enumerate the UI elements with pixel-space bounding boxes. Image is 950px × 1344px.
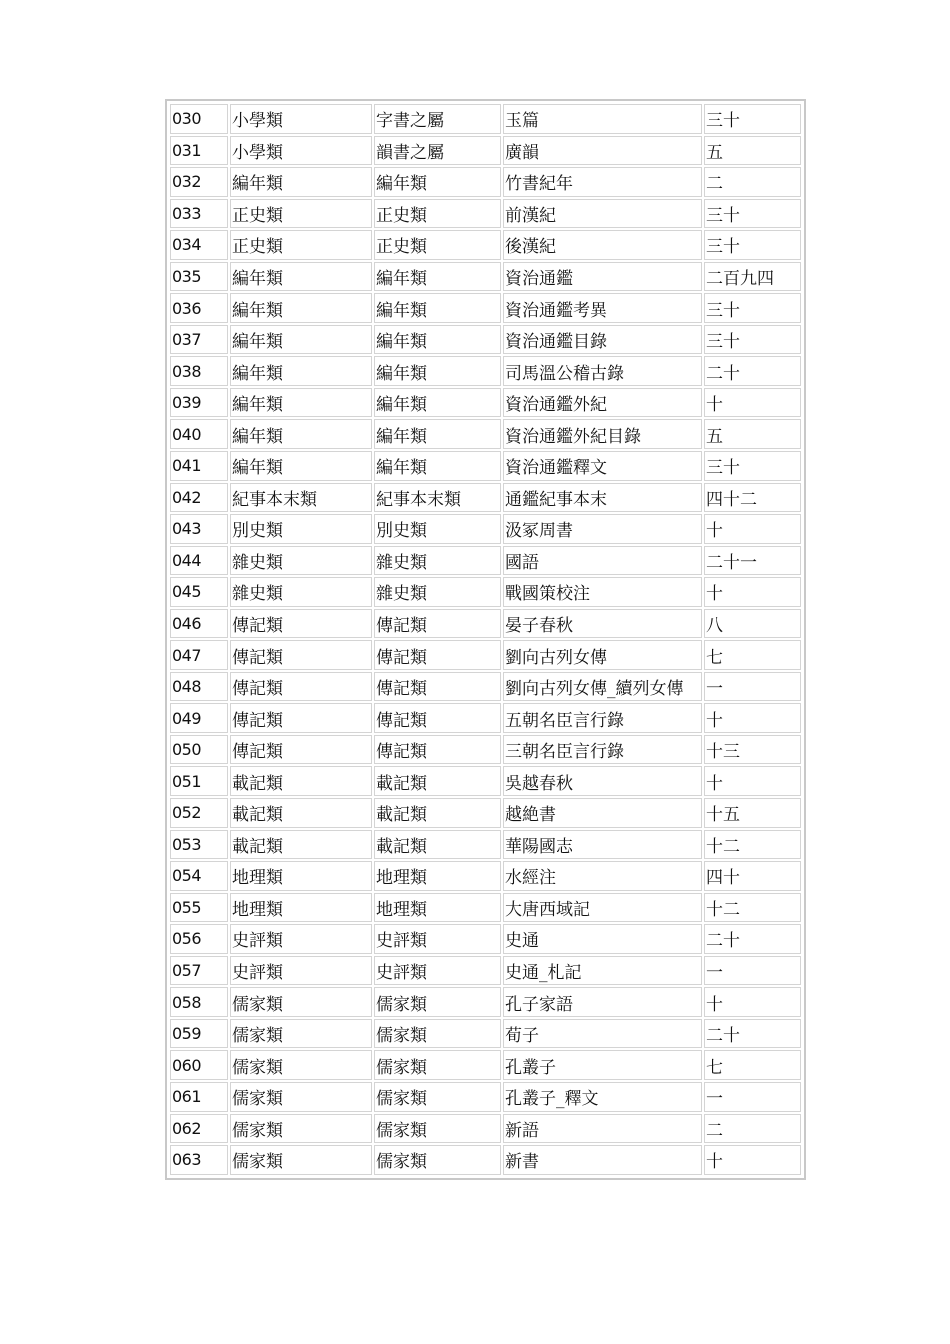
subcategory-cell: 史評類 <box>374 956 501 986</box>
table-row <box>170 230 801 260</box>
category-cell: 編年類 <box>230 451 372 481</box>
subcategory-cell: 傳記類 <box>374 672 501 702</box>
book-title-cell: 吳越春秋 <box>503 766 702 796</box>
category-cell: 儒家類 <box>230 1050 372 1080</box>
category-cell: 雜史類 <box>230 546 372 576</box>
volume-count-cell: 十 <box>704 577 801 607</box>
entry-number-cell: 052 <box>170 798 228 828</box>
volume-count-cell: 一 <box>704 956 801 986</box>
entry-number-cell: 048 <box>170 672 228 702</box>
catalog-table-frame <box>165 99 806 1180</box>
category-cell: 史評類 <box>230 956 372 986</box>
category-cell: 別史類 <box>230 514 372 544</box>
category-cell: 編年類 <box>230 325 372 355</box>
entry-number-cell: 049 <box>170 703 228 733</box>
entry-number-cell: 061 <box>170 1082 228 1112</box>
volume-count-cell: 二十一 <box>704 546 801 576</box>
entry-number-cell: 040 <box>170 419 228 449</box>
table-row <box>170 577 801 607</box>
book-title-cell: 劉向古列女傳_續列女傳 <box>503 672 702 702</box>
entry-number-cell: 041 <box>170 451 228 481</box>
book-title-cell: 史通 <box>503 924 702 954</box>
category-cell: 史評類 <box>230 924 372 954</box>
volume-count-cell: 二十 <box>704 1019 801 1049</box>
category-cell: 傳記類 <box>230 703 372 733</box>
book-title-cell: 後漢紀 <box>503 230 702 260</box>
entry-number-cell: 033 <box>170 199 228 229</box>
subcategory-cell: 編年類 <box>374 262 501 292</box>
subcategory-cell: 韻書之屬 <box>374 136 501 166</box>
volume-count-cell: 二十 <box>704 356 801 386</box>
volume-count-cell: 三十 <box>704 325 801 355</box>
category-cell: 編年類 <box>230 388 372 418</box>
entry-number-cell: 043 <box>170 514 228 544</box>
entry-number-cell: 059 <box>170 1019 228 1049</box>
table-row <box>170 1114 801 1144</box>
book-title-cell: 三朝名臣言行錄 <box>503 735 702 765</box>
volume-count-cell: 十三 <box>704 735 801 765</box>
entry-number-cell: 057 <box>170 956 228 986</box>
book-title-cell: 廣韻 <box>503 136 702 166</box>
category-cell: 儒家類 <box>230 1114 372 1144</box>
book-title-cell: 資治通鑑釋文 <box>503 451 702 481</box>
book-catalog-table <box>168 102 803 1177</box>
volume-count-cell: 三十 <box>704 451 801 481</box>
volume-count-cell: 十 <box>704 388 801 418</box>
table-row <box>170 924 801 954</box>
category-cell: 傳記類 <box>230 609 372 639</box>
table-row <box>170 546 801 576</box>
entry-number-cell: 056 <box>170 924 228 954</box>
category-cell: 地理類 <box>230 861 372 891</box>
table-row <box>170 451 801 481</box>
book-title-cell: 玉篇 <box>503 104 702 134</box>
table-row <box>170 798 801 828</box>
subcategory-cell: 載記類 <box>374 766 501 796</box>
entry-number-cell: 054 <box>170 861 228 891</box>
book-title-cell: 前漢紀 <box>503 199 702 229</box>
table-row <box>170 672 801 702</box>
volume-count-cell: 七 <box>704 640 801 670</box>
book-title-cell: 汲冢周書 <box>503 514 702 544</box>
book-title-cell: 新語 <box>503 1114 702 1144</box>
volume-count-cell: 二 <box>704 167 801 197</box>
table-row <box>170 136 801 166</box>
volume-count-cell: 七 <box>704 1050 801 1080</box>
table-row <box>170 703 801 733</box>
entry-number-cell: 031 <box>170 136 228 166</box>
subcategory-cell: 地理類 <box>374 893 501 923</box>
table-row <box>170 356 801 386</box>
category-cell: 傳記類 <box>230 672 372 702</box>
subcategory-cell: 編年類 <box>374 419 501 449</box>
volume-count-cell: 十二 <box>704 893 801 923</box>
book-title-cell: 孔叢子 <box>503 1050 702 1080</box>
book-title-cell: 華陽國志 <box>503 830 702 860</box>
book-title-cell: 通鑑紀事本末 <box>503 483 702 513</box>
category-cell: 紀事本末類 <box>230 483 372 513</box>
entry-number-cell: 039 <box>170 388 228 418</box>
subcategory-cell: 傳記類 <box>374 609 501 639</box>
book-title-cell: 荀子 <box>503 1019 702 1049</box>
category-cell: 編年類 <box>230 356 372 386</box>
category-cell: 儒家類 <box>230 987 372 1017</box>
subcategory-cell: 儒家類 <box>374 1050 501 1080</box>
book-title-cell: 晏子春秋 <box>503 609 702 639</box>
category-cell: 編年類 <box>230 293 372 323</box>
entry-number-cell: 037 <box>170 325 228 355</box>
book-title-cell: 司馬溫公稽古錄 <box>503 356 702 386</box>
table-row <box>170 609 801 639</box>
volume-count-cell: 八 <box>704 609 801 639</box>
table-row <box>170 1050 801 1080</box>
category-cell: 正史類 <box>230 230 372 260</box>
entry-number-cell: 050 <box>170 735 228 765</box>
book-title-cell: 大唐西域記 <box>503 893 702 923</box>
volume-count-cell: 十 <box>704 987 801 1017</box>
entry-number-cell: 055 <box>170 893 228 923</box>
table-row <box>170 514 801 544</box>
entry-number-cell: 058 <box>170 987 228 1017</box>
subcategory-cell: 編年類 <box>374 167 501 197</box>
volume-count-cell: 四十 <box>704 861 801 891</box>
subcategory-cell: 別史類 <box>374 514 501 544</box>
volume-count-cell: 二 <box>704 1114 801 1144</box>
subcategory-cell: 地理類 <box>374 861 501 891</box>
volume-count-cell: 十 <box>704 1145 801 1175</box>
subcategory-cell: 史評類 <box>374 924 501 954</box>
subcategory-cell: 傳記類 <box>374 735 501 765</box>
table-row <box>170 262 801 292</box>
table-row <box>170 1145 801 1175</box>
volume-count-cell: 十二 <box>704 830 801 860</box>
category-cell: 載記類 <box>230 830 372 860</box>
book-title-cell: 孔叢子_釋文 <box>503 1082 702 1112</box>
book-title-cell: 戰國策校注 <box>503 577 702 607</box>
category-cell: 地理類 <box>230 893 372 923</box>
subcategory-cell: 雜史類 <box>374 577 501 607</box>
entry-number-cell: 053 <box>170 830 228 860</box>
subcategory-cell: 載記類 <box>374 830 501 860</box>
volume-count-cell: 四十二 <box>704 483 801 513</box>
table-row <box>170 167 801 197</box>
book-title-cell: 資治通鑑考異 <box>503 293 702 323</box>
volume-count-cell: 五 <box>704 136 801 166</box>
volume-count-cell: 一 <box>704 672 801 702</box>
book-title-cell: 劉向古列女傳 <box>503 640 702 670</box>
table-row <box>170 104 801 134</box>
subcategory-cell: 雜史類 <box>374 546 501 576</box>
table-row <box>170 199 801 229</box>
entry-number-cell: 030 <box>170 104 228 134</box>
entry-number-cell: 060 <box>170 1050 228 1080</box>
book-title-cell: 資治通鑑目錄 <box>503 325 702 355</box>
volume-count-cell: 五 <box>704 419 801 449</box>
book-title-cell: 越絶書 <box>503 798 702 828</box>
subcategory-cell: 編年類 <box>374 293 501 323</box>
subcategory-cell: 儒家類 <box>374 1114 501 1144</box>
volume-count-cell: 十 <box>704 703 801 733</box>
book-title-cell: 資治通鑑外紀目錄 <box>503 419 702 449</box>
subcategory-cell: 儒家類 <box>374 1019 501 1049</box>
book-title-cell: 竹書紀年 <box>503 167 702 197</box>
volume-count-cell: 三十 <box>704 199 801 229</box>
volume-count-cell: 一 <box>704 1082 801 1112</box>
book-title-cell: 史通_札記 <box>503 956 702 986</box>
volume-count-cell: 三十 <box>704 293 801 323</box>
volume-count-cell: 三十 <box>704 230 801 260</box>
book-title-cell: 資治通鑑外紀 <box>503 388 702 418</box>
entry-number-cell: 046 <box>170 609 228 639</box>
volume-count-cell: 二百九四 <box>704 262 801 292</box>
table-row <box>170 861 801 891</box>
table-row <box>170 388 801 418</box>
catalog-table-body <box>170 104 801 1175</box>
volume-count-cell: 二十 <box>704 924 801 954</box>
category-cell: 儒家類 <box>230 1019 372 1049</box>
table-row <box>170 640 801 670</box>
table-row <box>170 293 801 323</box>
category-cell: 載記類 <box>230 798 372 828</box>
table-row <box>170 419 801 449</box>
category-cell: 正史類 <box>230 199 372 229</box>
subcategory-cell: 字書之屬 <box>374 104 501 134</box>
category-cell: 雜史類 <box>230 577 372 607</box>
table-row <box>170 325 801 355</box>
table-row <box>170 1082 801 1112</box>
book-title-cell: 國語 <box>503 546 702 576</box>
subcategory-cell: 傳記類 <box>374 640 501 670</box>
entry-number-cell: 062 <box>170 1114 228 1144</box>
subcategory-cell: 編年類 <box>374 325 501 355</box>
book-title-cell: 孔子家語 <box>503 987 702 1017</box>
subcategory-cell: 載記類 <box>374 798 501 828</box>
category-cell: 載記類 <box>230 766 372 796</box>
entry-number-cell: 036 <box>170 293 228 323</box>
table-row <box>170 766 801 796</box>
subcategory-cell: 儒家類 <box>374 987 501 1017</box>
category-cell: 儒家類 <box>230 1082 372 1112</box>
category-cell: 小學類 <box>230 104 372 134</box>
table-row <box>170 483 801 513</box>
category-cell: 傳記類 <box>230 735 372 765</box>
category-cell: 小學類 <box>230 136 372 166</box>
entry-number-cell: 034 <box>170 230 228 260</box>
table-row <box>170 956 801 986</box>
subcategory-cell: 編年類 <box>374 388 501 418</box>
category-cell: 編年類 <box>230 167 372 197</box>
entry-number-cell: 051 <box>170 766 228 796</box>
table-row <box>170 987 801 1017</box>
subcategory-cell: 正史類 <box>374 199 501 229</box>
subcategory-cell: 傳記類 <box>374 703 501 733</box>
entry-number-cell: 045 <box>170 577 228 607</box>
book-title-cell: 資治通鑑 <box>503 262 702 292</box>
table-row <box>170 1019 801 1049</box>
subcategory-cell: 紀事本末類 <box>374 483 501 513</box>
volume-count-cell: 十 <box>704 766 801 796</box>
volume-count-cell: 三十 <box>704 104 801 134</box>
subcategory-cell: 儒家類 <box>374 1082 501 1112</box>
subcategory-cell: 編年類 <box>374 356 501 386</box>
category-cell: 編年類 <box>230 419 372 449</box>
entry-number-cell: 063 <box>170 1145 228 1175</box>
entry-number-cell: 047 <box>170 640 228 670</box>
book-title-cell: 五朝名臣言行錄 <box>503 703 702 733</box>
table-row <box>170 735 801 765</box>
table-row <box>170 830 801 860</box>
category-cell: 傳記類 <box>230 640 372 670</box>
book-title-cell: 水經注 <box>503 861 702 891</box>
volume-count-cell: 十五 <box>704 798 801 828</box>
entry-number-cell: 044 <box>170 546 228 576</box>
table-row <box>170 893 801 923</box>
entry-number-cell: 042 <box>170 483 228 513</box>
category-cell: 編年類 <box>230 262 372 292</box>
subcategory-cell: 儒家類 <box>374 1145 501 1175</box>
subcategory-cell: 編年類 <box>374 451 501 481</box>
volume-count-cell: 十 <box>704 514 801 544</box>
entry-number-cell: 032 <box>170 167 228 197</box>
entry-number-cell: 035 <box>170 262 228 292</box>
category-cell: 儒家類 <box>230 1145 372 1175</box>
subcategory-cell: 正史類 <box>374 230 501 260</box>
entry-number-cell: 038 <box>170 356 228 386</box>
book-title-cell: 新書 <box>503 1145 702 1175</box>
